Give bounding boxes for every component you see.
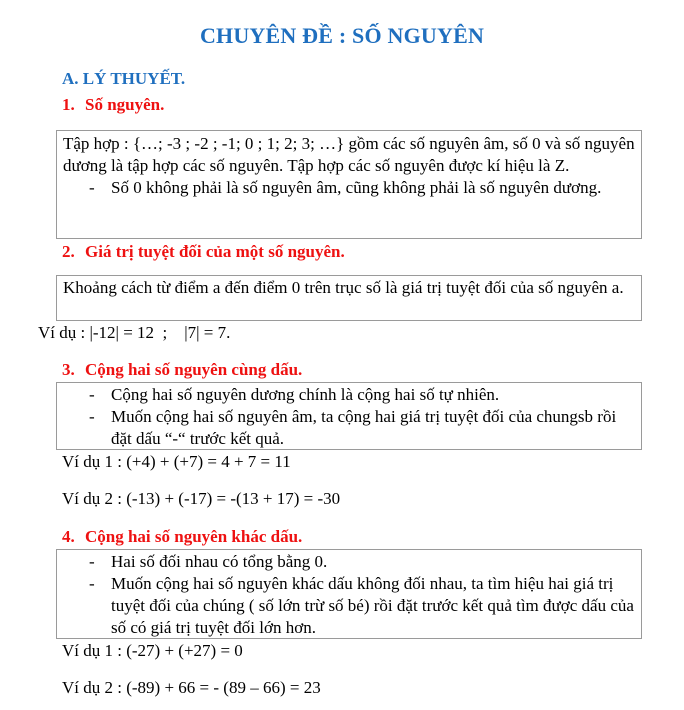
section-title: Số nguyên. (85, 95, 165, 114)
section-2-box (56, 275, 642, 321)
example-absolute-value: Ví dụ : |-12| = 12 ; |7| = 7. (38, 323, 231, 342)
example-2: Ví dụ 2 : (-13) + (-17) = -(13 + 17) = -30 (62, 489, 341, 508)
section-3-heading (62, 359, 302, 381)
section-1-box (56, 130, 642, 239)
section-4-box (56, 549, 642, 639)
section-title: Cộng hai số nguyên khác dấu. (85, 527, 303, 546)
bullet-dash: - (89, 178, 95, 197)
example-1: Ví dụ 1 : (-27) + (+27) = 0 (62, 641, 243, 660)
bullet-text: Số 0 không phải là số nguyên âm, cũng không phải là số nguyên dương. (111, 178, 602, 197)
bullet-text: Muốn cộng hai số nguyên khác dấu không đối nhau, ta tìm hiệu hai giá trị tuyệt đối của chúng ( số lớn trừ số bé) rồi đặt trước kết quả tìm được dấu của số có giá trị tuyệt đối lớn hơn. (111, 574, 634, 637)
bullet-item (57, 177, 641, 199)
section-title: Giá trị tuyệt đối của một số nguyên. (85, 242, 345, 261)
definition-text: Tập hợp : {…; -3 ; -2 ; -1; 0 ; 1; 2; 3; …} gồm các số nguyên âm, số 0 và số nguyên dương là tập hợp các số nguyên. Tập hợp các số nguyên được kí hiệu là Z. (63, 134, 635, 175)
bullet-text: Hai số đối nhau có tổng bằng 0. (111, 552, 328, 571)
example-2: Ví dụ 2 : (-89) + 66 = - (89 – 66) = 23 (62, 678, 321, 697)
section-number: 2. (62, 242, 75, 261)
example-1: Ví dụ 1 : (+4) + (+7) = 4 + 7 = 11 (62, 452, 291, 471)
bullet-dash: - (89, 574, 95, 593)
bullet-item (57, 551, 641, 573)
section-number: 3. (62, 360, 75, 379)
definition-text: Khoảng cách từ điểm a đến điểm 0 trên trục số là giá trị tuyệt đối của số nguyên a. (63, 278, 624, 297)
bullet-item (57, 384, 641, 406)
bullet-text: Cộng hai số nguyên dương chính là cộng hai số tự nhiên. (111, 385, 500, 404)
section-number: 4. (62, 527, 75, 546)
bullet-dash: - (89, 552, 95, 571)
bullet-dash: - (89, 407, 95, 426)
bullet-dash: - (89, 385, 95, 404)
section-4-heading (62, 526, 302, 548)
bullet-item (57, 406, 641, 450)
bullet-text: Muốn cộng hai số nguyên âm, ta cộng hai giá trị tuyệt đối của chungsb rồi đặt dấu “-“ trước kết quả. (111, 407, 617, 448)
bullet-item (57, 573, 641, 639)
part-heading-theory: A. LÝ THUYẾT. (62, 69, 186, 88)
section-title: Cộng hai số nguyên cùng dấu. (85, 360, 303, 379)
section-2-heading (62, 241, 345, 263)
document-title: CHUYÊN ĐỀ : SỐ NGUYÊN (199, 23, 485, 48)
section-1-heading (62, 94, 164, 116)
section-number: 1. (62, 95, 75, 114)
section-3-box (56, 382, 642, 450)
